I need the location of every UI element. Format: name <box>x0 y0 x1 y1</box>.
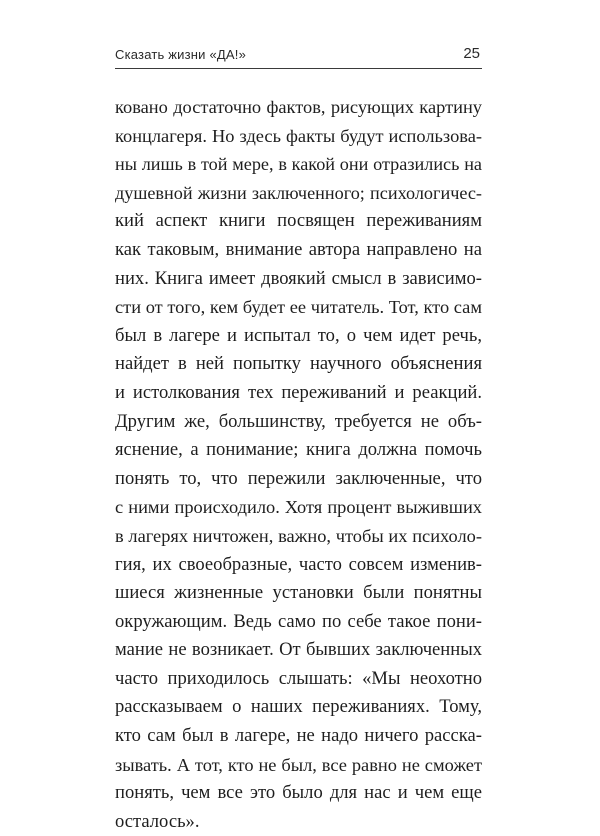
text-line: найдет в ней попытку научного объяснения <box>115 353 482 375</box>
text-line: шиеся жизненные установки были понятны <box>115 582 482 604</box>
text-line: концлагеря. Но здесь факты будут использова- <box>115 125 482 146</box>
text-line: мание не возникает. От бывших заключенных <box>115 639 482 661</box>
text-line: был в лагере и испытал то, о чем идет речь, <box>115 324 482 346</box>
text-line: часто приходилось слышать: «Мы неохотно <box>115 667 482 689</box>
text-line: ны лишь в той мере, в какой они отразились на <box>115 154 482 175</box>
text-line: Другим же, большинству, требуется не объ- <box>115 410 482 432</box>
text-line: осталось». <box>115 810 200 832</box>
text-line: них. Книга имеет двоякий смысл в зависимо- <box>115 267 482 289</box>
text-line: окружающим. Ведь само по себе такое пони- <box>115 610 482 632</box>
text-line: и истолкования тех переживаний и реакций. <box>115 381 482 403</box>
running-title: Сказать жизни «ДА!» <box>115 47 247 62</box>
running-header <box>115 40 482 69</box>
text-line: кий аспект книги посвящен переживаниям <box>115 210 482 232</box>
text-line: гия, их своеобразные, часто совсем изменив- <box>115 553 482 575</box>
page-number: 25 <box>463 45 480 62</box>
text-line: с ними происходило. Хотя процент выживших <box>115 497 482 518</box>
text-line: ковано достаточно фактов, рисующих картину <box>115 97 482 117</box>
text-line: рассказываем о наших переживаниях. Тому, <box>115 696 482 718</box>
text-line: кто сам был в лагере, не надо ничего расска- <box>115 725 482 747</box>
body-paragraph <box>115 93 482 836</box>
text-line: понять, чем все это было для нас и чем еще <box>115 782 482 804</box>
text-line: в лагерях ничтожен, важно, чтобы их психоло- <box>115 525 482 546</box>
text-line: как таковым, внимание автора направлено на <box>115 238 482 260</box>
text-line: сти от того, кем будет ее читатель. Тот, кто сам <box>115 297 482 318</box>
text-line: душевной жизни заключенного; психологичес- <box>115 182 482 203</box>
text-line: зывать. А тот, кто не был, все равно не сможет <box>115 754 482 775</box>
text-line: понять то, что пережили заключенные, что <box>115 467 482 489</box>
text-line: яснение, а понимание; книга должна помочь <box>115 439 482 461</box>
